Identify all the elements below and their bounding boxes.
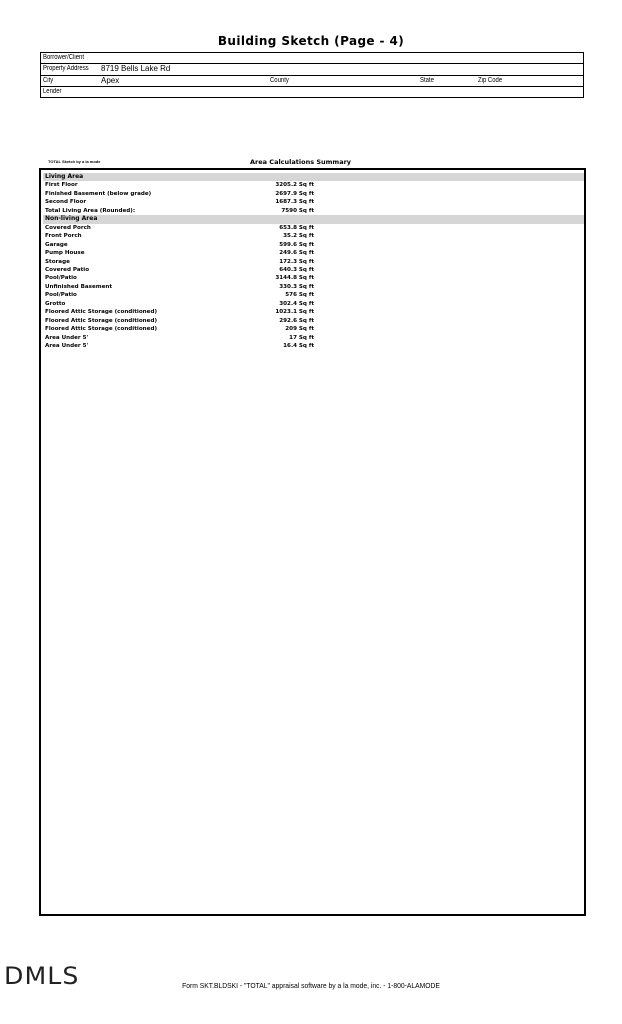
zip-label: Zip Code [478,76,503,84]
area-value: 653.8 Sq ft [279,224,314,231]
area-row [43,266,584,274]
area-row [43,274,584,282]
area-value: 172.3 Sq ft [279,258,314,265]
area-value: 302.4 Sq ft [279,300,314,307]
area-value: 17 Sq ft [289,334,314,341]
area-value: 249.6 Sq ft [279,250,314,257]
area-name: Finished Basement (below grade) [45,190,152,197]
borrower-label: Borrower/Client [43,54,85,61]
area-row [43,181,584,189]
area-row [43,190,584,198]
area-name: Floored Attic Storage (conditioned) [45,326,158,333]
area-name: Covered Porch [45,224,91,231]
area-row [43,325,584,333]
area-name: Pool/Patio [45,292,77,299]
city-row [41,76,583,87]
area-value: 2697.9 Sq ft [275,190,314,197]
area-row [43,207,584,215]
area-name: Area Under 5' [45,343,89,349]
area-row [43,249,584,257]
area-value: 1023.1 Sq ft [275,309,314,316]
area-value: 576 Sq ft [285,292,314,299]
area-value: 599.6 Sq ft [279,241,314,248]
area-name: Living Area [45,173,84,180]
area-row [43,232,584,240]
address-label: Property Address [43,65,89,73]
city-label: City [43,76,54,84]
area-value: 292.6 Sq ft [279,317,314,324]
dmls-logo: DMLS [4,962,80,990]
area-value: 640.3 Sq ft [279,266,314,273]
area-value: 209 Sq ft [285,326,314,333]
area-name: Pool/Patio [45,275,77,282]
lender-label: Lender [43,87,62,95]
area-name: Covered Patio [45,266,90,273]
address-value: 8719 Bells Lake Rd [101,64,171,74]
state-label: State [420,76,434,84]
sketch-by-label: TOTAL Sketch by a la mode [48,159,101,164]
area-name: Total Living Area (Rounded): [45,207,136,214]
area-name: Area Under 5' [45,334,89,341]
area-row [43,300,584,308]
area-name: Grotto [45,300,66,307]
area-row [43,342,584,350]
property-header-table [40,52,584,98]
area-name: Floored Attic Storage (conditioned) [45,309,158,316]
area-name: Unfinished Basement [45,283,113,290]
area-value: 330.3 Sq ft [279,283,314,290]
area-row [43,241,584,249]
area-name: Storage [45,258,70,265]
area-value: 35.2 Sq ft [283,233,314,240]
area-row [43,317,584,325]
area-name: Garage [45,241,68,248]
area-value: 1687.3 Sq ft [275,199,314,206]
area-row [43,334,584,342]
area-value: 3144.8 Sq ft [275,275,314,282]
area-value: 16.4 Sq ft [283,343,314,349]
borrower-row [41,53,583,64]
area-row [43,258,584,266]
area-name: Second Floor [45,199,87,206]
area-row [43,291,584,299]
area-value: 3205.2 Sq ft [275,182,314,189]
area-name: Floored Attic Storage (conditioned) [45,317,158,324]
area-name: Pump House [45,250,85,257]
address-row [41,64,583,75]
county-label: County [270,76,289,84]
area-row [43,198,584,206]
area-row [43,308,584,316]
area-row [43,283,584,291]
summary-title: Area Calculations Summary [250,158,352,166]
area-name: Front Porch [45,233,82,240]
area-name: First Floor [45,182,78,189]
area-value: 7590 Sq ft [281,207,314,214]
city-value: Apex [101,75,120,85]
lender-row [41,87,583,98]
section-header [43,215,584,223]
area-name: Non-living Area [45,215,98,223]
page-title: Building Sketch (Page - 4) [217,34,405,48]
section-header [43,173,584,181]
area-row [43,224,584,232]
form-footer: Form SKT.BLDSKI - "TOTAL" appraisal software by a la mode, inc. - 1-800-ALAMODE [182,981,440,990]
